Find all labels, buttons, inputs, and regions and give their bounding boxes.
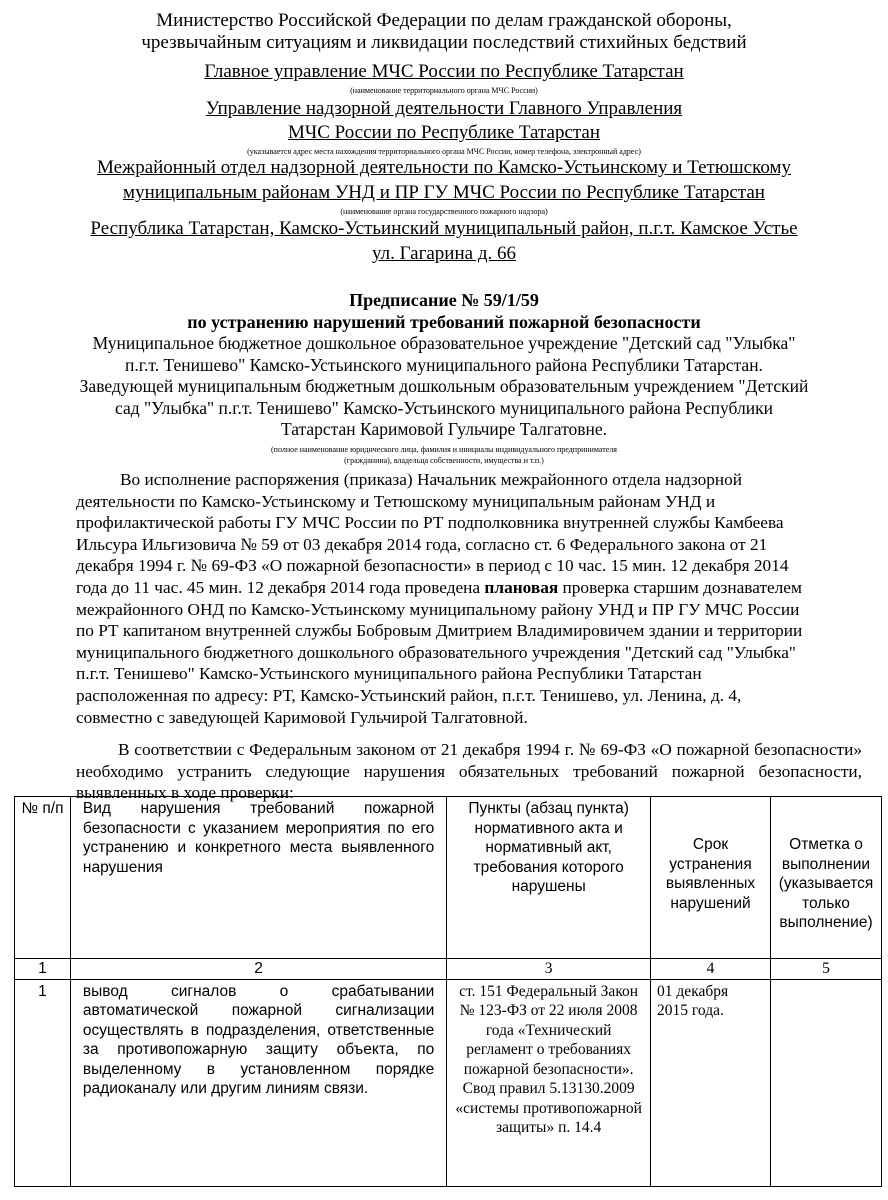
office-line-2: муниципальным районам УНД и ПР ГУ МЧС России по Республике Татарстан: [123, 182, 765, 203]
body-line: п.г.т. Тенишево" Камско-Устьинского муниципального района Республики Татарстан: [76, 664, 702, 684]
recipient-caption-2: (гражданина), владельца собственности, имущества и т.п.): [344, 456, 544, 465]
recipient-line: Заведующей муниципальным бюджетным дошкольным образовательным учреждением "Детский: [79, 376, 809, 396]
office-line-1: Межрайонный отдел надзорной деятельности по Камско-Устьинскому и Тетюшскому: [96, 157, 792, 178]
address-line-1: Республика Татарстан, Камско-Устьинский муниципальный район, п.г.т. Камское Устье: [90, 218, 798, 239]
body-line: профилактической работы ГУ МЧС России по РТ подполковника внутренней службы Камбеева: [76, 513, 784, 533]
inspection-paragraph: [76, 469, 866, 728]
recipient-line: Муниципальное бюджетное дошкольное образовательное учреждение "Детский сад "Улыбка": [92, 333, 796, 353]
recipient-line: сад "Улыбка" п.г.т. Тенишево" Камско-Устьинского муниципального района Республики: [115, 397, 773, 418]
row-norm: ст. 151 Федеральный Закон № 123-ФЗ от 22 июля 2008 года «Технический регламент о требованиях пожарной безопасности». Свод правил 5.13130.2009 «системы противопожарной защиты» п. 14.4: [447, 979, 651, 1186]
body-line: деятельности по Камско-Устьинскому и Тетюшскому муниципальным районам УНД и: [76, 491, 716, 511]
column-number: 5: [770, 959, 881, 980]
body-line: Ильсура Ильгизовича № 59 от 03 декабря 2014 года, согласно ст. 6 Федерального закона от 21: [76, 534, 768, 554]
table-row: [15, 979, 882, 1186]
table-header-row: [15, 797, 882, 959]
requirements-paragraph: В соответствии с Федеральным законом от 21 декабря 1994 г. № 69-ФЗ «О пожарной безопасности» необходимо устранить следующие нарушения обязательных требований пожарной безопасности, выявленных в ходе проверки:: [76, 740, 862, 803]
recipient-line: Татарстан Каримовой Гульчире Талгатовне.: [280, 419, 608, 439]
body-line: расположенная по адресу: РТ, Камско-Устьинский район, п.г.т. Тенишево, ул. Ленина, д. 4,: [76, 685, 742, 705]
body-line: совместно с заведующей Каримовой Гульчирой Талгатовной.: [76, 707, 528, 727]
document-title: Предписание № 59/1/59: [349, 290, 539, 310]
caption-territorial: (наименование территориального органа МЧС России): [350, 86, 538, 95]
body-line: декабря 1994 г. № 69-ФЗ «О пожарной безопасности» в период с 10 час. 15 мин. 12 декабря 2014: [76, 556, 789, 576]
recipient-caption-1: (полное наименование юридического лица, фамилия и инициалы индивидуального предпринимателя: [271, 445, 617, 454]
column-number: 2: [70, 959, 446, 980]
recipient-block: [0, 333, 888, 441]
column-number: 3: [447, 959, 651, 980]
planned-emphasis: плановая: [484, 577, 559, 597]
header-mark: Отметка о выполнении (указывается только выполнение): [770, 797, 881, 959]
row-number: 1: [15, 979, 71, 1186]
department-line-2: МЧС России по Республике Татарстан: [287, 122, 601, 143]
body-text: проверка старшим дознавателем: [558, 577, 802, 597]
violations-table: [14, 796, 882, 1187]
column-number: 4: [651, 959, 771, 980]
header-number: № п/п: [15, 797, 71, 959]
column-number: 1: [15, 959, 71, 980]
recipient-line: п.г.т. Тенишево" Камско-Устьинского муниципального района Республики Татарстан.: [125, 354, 763, 375]
ministry-line-2: чрезвычайным ситуациям и ликвидации последствий стихийных бедствий: [141, 32, 747, 53]
header-violation: Вид нарушения требований пожарной безопасности с указанием мероприятия по его устранению и конкретного места выявленного нарушения: [70, 797, 446, 959]
body-line: муниципального бюджетного дошкольного образовательного учреждения "Детский сад "Улыбка": [76, 642, 796, 662]
caption-supervision: (наименование органа государственного пожарного надзора): [340, 207, 548, 216]
address-line-2: ул. Гагарина д. 66: [371, 243, 516, 264]
body-line: по РТ капитаном внутренней службы Бобровым Дмитрием Владимировичем здании и территории: [76, 621, 803, 641]
ministry-line-1: Министерство Российской Федерации по делам гражданской обороны,: [156, 10, 732, 31]
body-text: года до 11 час. 45 мин. 12 декабря 2014 года проведена: [76, 577, 485, 597]
body-line: [76, 577, 866, 599]
row-deadline: 01 декабря 2015 года.: [651, 979, 771, 1186]
table-number-row: [15, 959, 882, 980]
header-deadline: Срок устранения выявленных нарушений: [651, 797, 771, 959]
body-line: межрайонного ОНД по Камско-Устьинскому муниципальному району УНД и ПР ГУ МЧС России: [76, 599, 800, 619]
row-violation: вывод сигналов о срабатывании автоматической пожарной сигнализации осуществлять в подразделения, ответственные за противопожарную защиту объекта, по выделенному в установленном порядке радиоканалу или другим линиям связи.: [70, 979, 446, 1186]
document-subtitle: по устранению нарушений требований пожарной безопасности: [187, 312, 701, 332]
department-line-1: Управление надзорной деятельности Главного Управления: [205, 98, 683, 119]
header-norm: Пункты (абзац пункта) нормативного акта и нормативный акт, требования которого нарушены: [447, 797, 651, 959]
body-line: Во исполнение распоряжения (приказа) Начальник межрайонного отдела надзорной: [120, 470, 743, 489]
main-department: Главное управление МЧС России по Республике Татарстан: [204, 61, 684, 82]
row-mark: [770, 979, 881, 1186]
caption-address: (указывается адрес места нахождения территориального органа МЧС России, номер телефона, электронный адрес): [247, 147, 641, 156]
